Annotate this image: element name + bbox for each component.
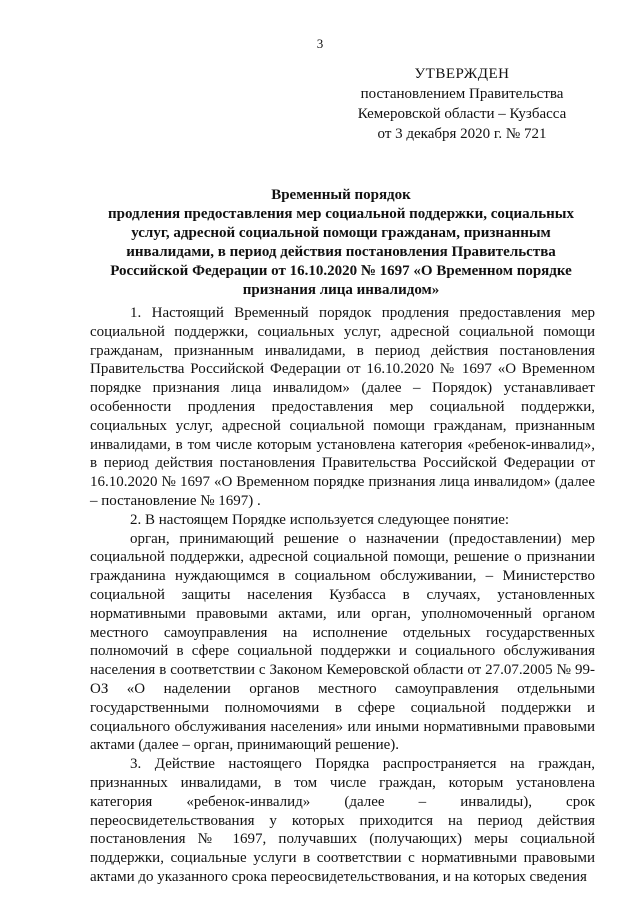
paragraph: 3. Действие настоящего Порядка распространяется на граждан, признанных инвалидами, в том числе граждан, которым установлена категория «ребенок-инвалид» (далее – инвалиды), срок переосвидетельствования у которых приходится на период действия постановления № 1697, получавших (получающих) меры социальной поддержки, социальные услуги в соответствии с нормативными правовыми актами до указанного срока переосвидетельствования, и на которых сведения: [90, 756, 595, 885]
paragraph: 1. Настоящий Временный порядок продления предоставления мер социальной поддержки, социальных услуг, адресной социальной помощи гражданам, признанным инвалидами, в период действия постановления Правительства Российской Федерации от 16.10.2020 № 1697 «О Временном порядке признания лица инвалидом» (далее – Порядок) устанавливает особенности продления предоставления мер социальной поддержки, социальных услуг, адресной социальной помощи гражданам, признанным инвалидами, в том числе которым установлена категория «ребенок-инвалид», в период действия постановления Правительства Российской Федерации от 16.10.2020 № 1697 «О Временном порядке признания лица инвалидом» (далее – постановление № 1697) .: [90, 305, 595, 509]
approval-line: Кемеровской области – Кузбасса: [357, 106, 567, 122]
title-line: Временный порядок: [271, 187, 411, 203]
title-line: продления предоставления мер социальной поддержки, социальных: [108, 206, 574, 222]
document-title: [96, 186, 586, 300]
page-number: 3: [316, 36, 324, 51]
title-line: услуг, адресной социальной помощи гражданам, признанным: [131, 225, 551, 241]
paragraph: орган, принимающий решение о назначении (предоставлении) мер социальной поддержки, адресной социальной помощи, решение о признании гражданина нуждающимся в социальном обслуживании, – Министерство социальной защиты населения Кузбасса в случаях, установленных нормативными правовыми актами, или орган, уполномоченный органом местного самоуправления на исполнение отдельных государственных полномочий в сфере социальной поддержки и социального обслуживания населения в соответствии с Законом Кемеровской области от 27.07.2005 № 99-ОЗ «О наделении органов местного самоуправления отдельными государственными полномочиями в сфере социальной поддержки и социального обслуживания населения» или иными нормативными правовыми актами (далее – орган, принимающий решение).: [90, 530, 595, 754]
title-line: Российской Федерации от 16.10.2020 № 1697 «О Временном порядке: [110, 263, 572, 279]
paragraph: 2. В настоящем Порядке используется следующее понятие:: [130, 511, 510, 528]
approval-line: от 3 декабря 2020 г. № 721: [377, 126, 547, 142]
approval-block: [332, 64, 592, 144]
title-line: инвалидами, в период действия постановления Правительства: [126, 244, 556, 260]
document-body: [90, 304, 595, 887]
approval-heading: УТВЕРЖДЕН: [414, 66, 510, 82]
title-line: признания лица инвалидом»: [242, 282, 440, 298]
approval-line: постановлением Правительства: [360, 86, 564, 102]
